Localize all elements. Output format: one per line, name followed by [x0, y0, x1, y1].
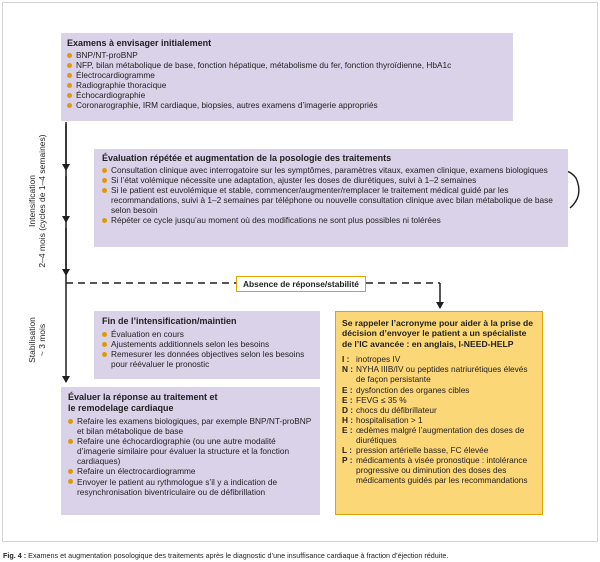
acronym-row	[342, 385, 536, 395]
acronym-text: pression artérielle basse, FC élevée	[356, 445, 489, 456]
acronym-row	[342, 425, 536, 445]
evaluate-response-title: Évaluer la réponse au traitement et le remodelage cardiaque	[68, 392, 218, 413]
acronym-letter: P :	[342, 455, 353, 466]
acronym-row	[342, 395, 536, 405]
list-item: Si le patient est euvolémique et stable, commencer/augmenter/remplacer le traitement médical guidé par les recommandations, suivi à 1–2 semaines par téléphone ou nouvelle consultation clinique avec bilan métabolique de base selon besoin	[102, 185, 560, 215]
figure-caption	[3, 551, 448, 560]
initial-exams-box	[61, 33, 513, 121]
caption-text: Examens et augmentation posologique des traitements après le diagnostic d’une insuffisance cardiaque à fraction d’éjection réduite.	[26, 551, 449, 560]
repeated-evaluation-title: Évaluation répétée et augmentation de la posologie des traitements	[102, 153, 392, 163]
caption-label: Fig. 4 :	[3, 551, 27, 560]
acronym-letter: H :	[342, 414, 354, 425]
list-item: Refaire les examens biologiques, par exemple BNP/NT-proBNP et bilan métabolique de base	[68, 416, 313, 436]
list-item: BNP/NT-proBNP	[67, 50, 507, 60]
list-item: Refaire une échocardiographie (ou une autre modalité d’imagerie similaire pour évaluer la structure et la fonction cardiaques)	[68, 436, 313, 466]
list-item: Répéter ce cycle jusqu’au moment où des modifications ne sont plus possibles ni tolérées	[102, 215, 560, 225]
evaluate-response-box	[61, 387, 320, 515]
list-item: Coronarographie, IRM cardiaque, biopsies, autres examens d’imagerie appropriés	[67, 100, 507, 110]
end-intensification-box	[94, 311, 320, 379]
acronym-text: inotropes IV	[356, 354, 401, 365]
list-item: Remesurer les données objectives selon les besoins pour réévaluer le pronostic	[102, 349, 312, 369]
end-intensification-title: Fin de l’intensification/maintien	[102, 316, 237, 326]
list-item: Envoyer le patient au rythmologue s’il y a indication de resynchronisation biventriculaire ou de défibrillation	[68, 477, 313, 497]
acronym-row	[342, 364, 536, 384]
list-item: NFP, bilan métabolique de base, fonction hépatique, métabolisme du fer, fonction thyroïdienne, HbA1c	[67, 60, 507, 70]
acronym-row	[342, 455, 536, 485]
stabilisation-label: Stabilisation ~ 3 mois	[27, 317, 47, 363]
list-item: Électrocardiogramme	[67, 70, 507, 80]
no-response-callout: Absence de réponse/stabilité	[236, 276, 366, 292]
acronym-text: hospitalisation > 1	[356, 414, 423, 425]
acronym-letter: L :	[342, 445, 352, 456]
acronym-letter: E :	[342, 384, 353, 395]
list-item: Radiographie thoracique	[67, 80, 507, 90]
list-item: Ajustements additionnels selon les besoins	[102, 339, 312, 349]
list-item: Évaluation en cours	[102, 329, 312, 339]
list-item: Consultation clinique avec interrogatoire sur les symptômes, paramètres vitaux, examen clinique, examens biologiques	[102, 165, 560, 175]
acronym-text: FEVG ≤ 35 %	[356, 394, 407, 405]
acronym-letter: N :	[342, 364, 354, 375]
end-intensification-list	[102, 329, 312, 369]
evaluate-response-list	[68, 416, 313, 497]
acronym-letter: E :	[342, 394, 353, 405]
initial-exams-title: Examens à envisager initialement	[67, 38, 212, 48]
list-item: Échocardiographie	[67, 90, 507, 100]
list-item: Si l’état volémique nécessite une adaptation, ajuster les doses de diurétiques, suivi à 1–2 semaines	[102, 175, 560, 185]
acronym-title: Se rappeler l’acronyme pour aider à la prise de décision d’envoyer le patient a un spécialiste de l’IC avancée : en anglais, I-NEED-HELP	[342, 318, 534, 349]
list-item: Refaire un électrocardiogramme	[68, 466, 313, 476]
acronym-list	[342, 354, 536, 485]
repeated-evaluation-list	[102, 165, 560, 226]
acronym-text: chocs du défibrillateur	[356, 404, 437, 415]
repeated-evaluation-box	[94, 149, 568, 247]
acronym-letter: E :	[342, 424, 353, 435]
acronym-row	[342, 405, 536, 415]
acronym-text: NYHA IIIB/IV ou peptides natriurétiques élevés de façon persistante	[356, 364, 528, 385]
acronym-row	[342, 445, 536, 455]
acronym-row	[342, 354, 536, 364]
acronym-text: dysfonction des organes cibles	[356, 384, 470, 395]
acronym-text: œdèmes malgré l’augmentation des doses de diurétiques	[356, 424, 525, 445]
acronym-text: médicaments à visée pronostique : intolérance progressive ou diminution des doses des médicaments guidés par les recommandations	[356, 455, 528, 486]
initial-exams-list	[67, 50, 507, 111]
acronym-box	[335, 311, 543, 515]
acronym-letter: D :	[342, 404, 354, 415]
acronym-row	[342, 415, 536, 425]
intensification-label: Intensification 2–4 mois (cycles de 1–4 semaines)	[27, 134, 47, 268]
acronym-letter: I :	[342, 354, 350, 365]
